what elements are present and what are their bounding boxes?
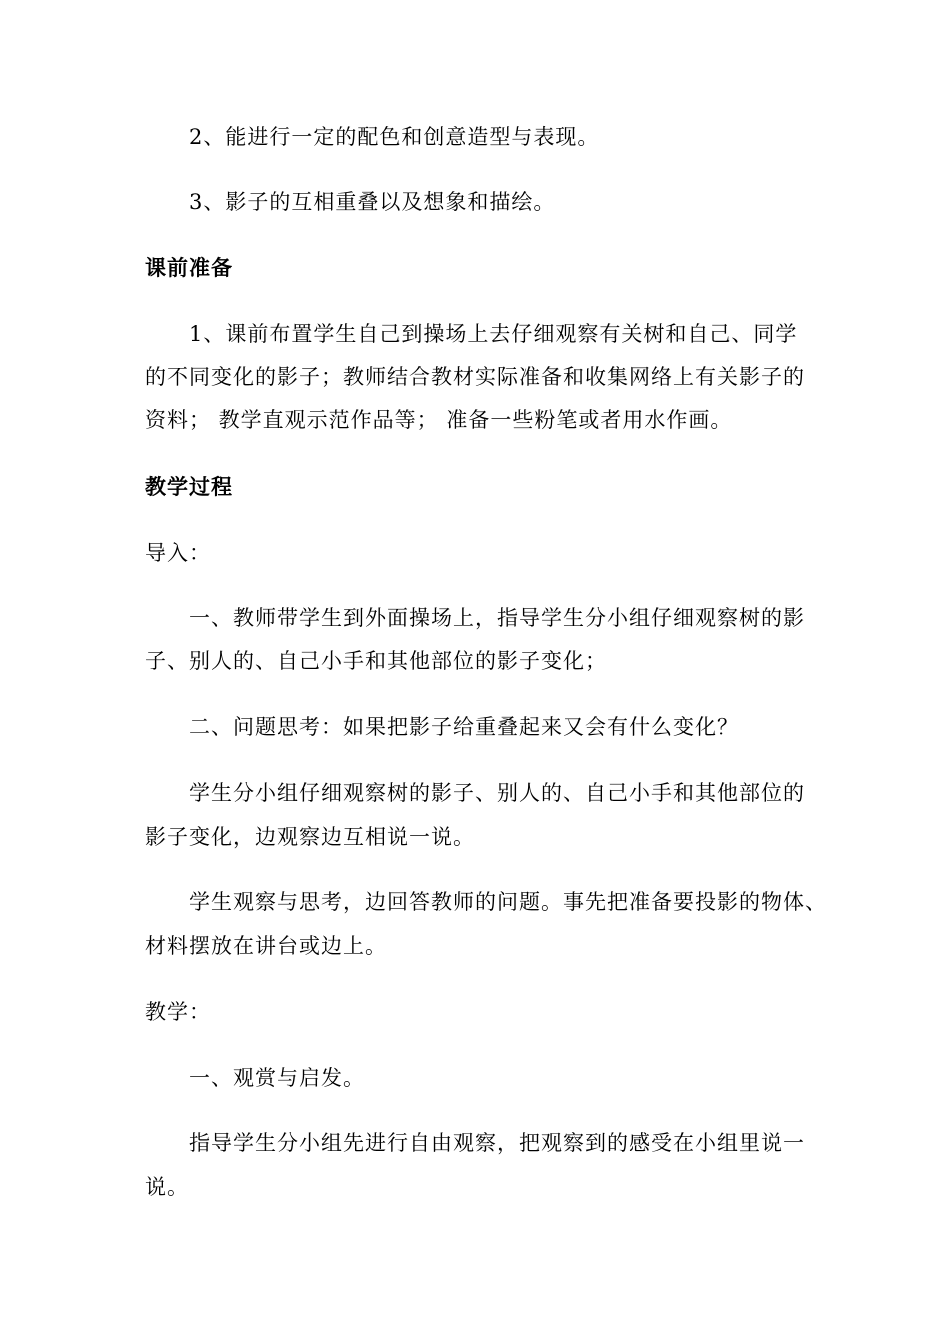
- prep-paragraph-line: 资料； 教学直观示范作品等； 准备一些粉笔或者用水作画。: [145, 408, 733, 432]
- teaching-label: 教学：: [145, 1000, 211, 1024]
- student-observation-line: 影子变化，边观察边互相说一说。: [145, 825, 475, 849]
- student-observation-line: 学生分小组仔细观察树的影子、别人的、自己小手和其他部位的: [189, 781, 805, 805]
- intro-item-2: 二、问题思考：如果把影子给重叠起来又会有什么变化？: [189, 715, 739, 739]
- prep-paragraph-line: 的不同变化的影子；教师结合教材实际准备和收集网络上有关影子的: [145, 365, 805, 389]
- guide-paragraph-line: 说。: [145, 1175, 189, 1199]
- objective-3: 3、影子的互相重叠以及想象和描绘。: [189, 190, 556, 214]
- objective-2: 2、能进行一定的配色和创意造型与表现。: [189, 125, 600, 149]
- student-thinking-line: 材料摆放在讲台或边上。: [145, 934, 387, 958]
- intro-item-1-line: 子、别人的、自己小手和其他部位的影子变化；: [145, 649, 607, 673]
- intro-item-1-line: 一、教师带学生到外面操场上，指导学生分小组仔细观察树的影: [189, 606, 805, 630]
- student-thinking-line: 学生观察与思考，边回答教师的问题。事先把准备要投影的物体、: [189, 890, 827, 914]
- teaching-item-1: 一、观赏与启发。: [189, 1066, 365, 1090]
- guide-paragraph-line: 指导学生分小组先进行自由观察，把观察到的感受在小组里说一: [189, 1131, 805, 1155]
- section-heading-process: 教学过程: [145, 475, 233, 499]
- section-heading-prep: 课前准备: [145, 256, 233, 280]
- prep-paragraph-line: 1、课前布置学生自己到操场上去仔细观察有关树和自己、同学: [189, 322, 798, 346]
- intro-label: 导入：: [145, 541, 211, 565]
